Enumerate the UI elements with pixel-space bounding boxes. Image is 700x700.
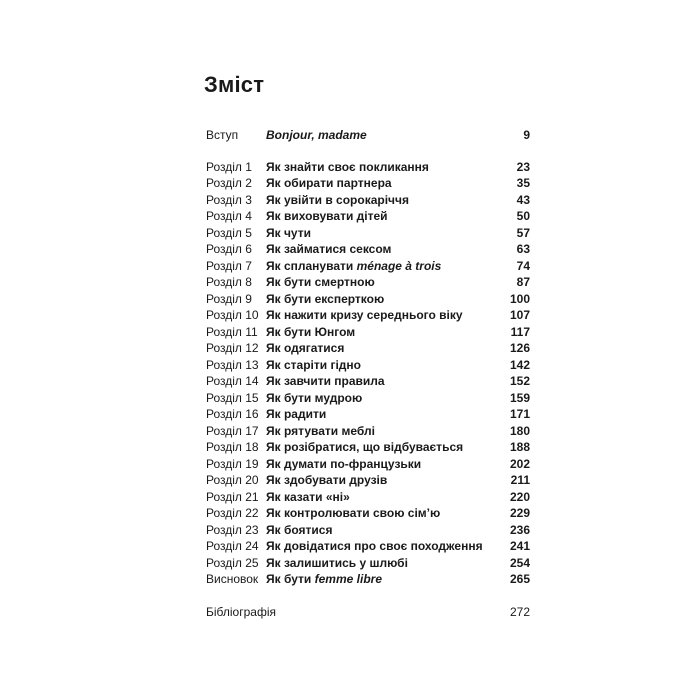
toc-entry-title xyxy=(266,538,483,555)
toc-title-part: Як бути xyxy=(266,572,315,586)
toc-chapter-row[interactable] xyxy=(204,571,530,588)
table-of-contents xyxy=(204,127,530,620)
toc-entry-page: 23 xyxy=(516,159,530,174)
toc-entry-title xyxy=(266,307,463,324)
toc-entry-title xyxy=(266,373,385,390)
toc-chapter-row[interactable] xyxy=(204,175,530,192)
toc-entry-page: 159 xyxy=(509,390,530,405)
toc-entry-label: Розділ 13 xyxy=(206,357,259,372)
toc-entry-label: Розділ 20 xyxy=(206,473,259,487)
toc-entry-title xyxy=(266,472,387,489)
toc-entry-label: Розділ 6 xyxy=(206,242,252,256)
toc-entry-page: 272 xyxy=(509,604,530,619)
toc-entry-label: Розділ 9 xyxy=(206,291,252,306)
toc-title-part: Як увійти в сорокаріччя xyxy=(266,192,409,207)
toc-entry-page: 211 xyxy=(510,473,530,487)
toc-entry-page: 188 xyxy=(509,440,530,454)
toc-entry-label: Розділ 24 xyxy=(206,539,259,553)
toc-entry-page: 236 xyxy=(509,522,530,537)
toc-entry-title xyxy=(266,175,392,192)
toc-entry-title xyxy=(266,555,408,572)
toc-entry-label: Розділ 15 xyxy=(206,390,259,405)
toc-chapter-row[interactable] xyxy=(204,390,530,407)
toc-title-part: Як бути мудрою xyxy=(266,390,363,405)
toc-entry-page: 87 xyxy=(516,275,530,289)
toc-entry-title xyxy=(266,192,409,209)
toc-chapter-row[interactable] xyxy=(204,522,530,539)
toc-title-part: Як рятувати меблі xyxy=(266,423,375,438)
toc-entry-label: Розділ 22 xyxy=(206,506,259,520)
toc-intro-row[interactable] xyxy=(204,127,530,144)
toc-entry-title xyxy=(266,324,355,341)
toc-chapter-row[interactable] xyxy=(204,406,530,423)
toc-entry-title xyxy=(266,357,361,374)
toc-entry-label: Розділ 12 xyxy=(206,341,259,355)
toc-title-part: ménage à trois xyxy=(356,258,442,273)
toc-entry-page: 220 xyxy=(509,489,530,504)
toc-chapter-row[interactable] xyxy=(204,555,530,572)
toc-entry-title xyxy=(266,456,421,473)
toc-chapter-row[interactable] xyxy=(204,324,530,341)
toc-title-part: Як чути xyxy=(266,225,312,240)
toc-title-part: Як здобувати друзів xyxy=(266,473,388,487)
toc-entry-label: Розділ 1 xyxy=(206,159,252,174)
toc-chapter-row[interactable] xyxy=(204,538,530,555)
toc-chapter-row[interactable] xyxy=(204,439,530,456)
toc-entry-label: Розділ 7 xyxy=(206,258,252,273)
toc-chapter-row[interactable] xyxy=(204,241,530,258)
toc-chapter-row[interactable] xyxy=(204,357,530,374)
toc-entry-title xyxy=(266,439,463,456)
toc-title-part: Як завчити правила xyxy=(266,374,385,388)
toc-title-part: Як знайти своє покликання xyxy=(266,159,429,174)
toc-title-part: Як розібратися, що відбувається xyxy=(266,440,464,454)
toc-entry-title xyxy=(266,406,326,423)
toc-title-part: Як обирати партнера xyxy=(266,176,392,190)
toc-chapter-row[interactable] xyxy=(204,505,530,522)
toc-entry-label: Розділ 10 xyxy=(206,308,259,322)
toc-entry-label: Висновок xyxy=(206,572,259,586)
toc-entry-page: 126 xyxy=(509,341,530,355)
toc-entry-label: Розділ 8 xyxy=(206,275,252,289)
toc-entry-title xyxy=(266,225,311,242)
toc-entry-title xyxy=(266,241,391,258)
toc-entry-page: 265 xyxy=(509,572,530,586)
toc-entry-title xyxy=(266,208,388,225)
toc-entry-label: Розділ 23 xyxy=(206,522,259,537)
toc-title-part: femme libre xyxy=(314,572,382,586)
toc-title-part: Як старіти гідно xyxy=(266,357,361,372)
toc-entry-page: 117 xyxy=(510,324,530,339)
toc-title-part: Як казати «ні» xyxy=(266,489,350,504)
toc-chapter-row[interactable] xyxy=(204,225,530,242)
toc-entry-page: 74 xyxy=(516,258,530,273)
toc-chapter-row[interactable] xyxy=(204,291,530,308)
toc-entry-label: Вступ xyxy=(206,128,239,142)
toc-entry-label: Розділ 2 xyxy=(206,176,252,190)
toc-entry-title xyxy=(266,423,375,440)
toc-entry-label: Розділ 18 xyxy=(206,440,259,454)
toc-chapter-row[interactable] xyxy=(204,423,530,440)
toc-title-part: Як нажити кризу середнього віку xyxy=(266,308,463,322)
toc-chapter-row[interactable] xyxy=(204,340,530,357)
toc-title-part: Як радити xyxy=(266,407,327,421)
toc-bibliography-row[interactable] xyxy=(204,604,530,621)
toc-chapter-row[interactable] xyxy=(204,472,530,489)
toc-entry-title xyxy=(266,291,384,308)
toc-entry-title xyxy=(266,340,344,357)
toc-title-part: Як спланувати xyxy=(266,258,357,273)
toc-chapter-row[interactable] xyxy=(204,208,530,225)
toc-title-part: Як одягатися xyxy=(266,341,345,355)
toc-entry-label: Розділ 16 xyxy=(206,407,259,421)
toc-chapter-row[interactable] xyxy=(204,456,530,473)
toc-chapter-row[interactable] xyxy=(204,274,530,291)
toc-chapter-row[interactable] xyxy=(204,159,530,176)
toc-chapter-row[interactable] xyxy=(204,258,530,275)
toc-entry-title xyxy=(266,522,332,539)
toc-entry-title xyxy=(266,127,367,144)
toc-chapter-row[interactable] xyxy=(204,192,530,209)
toc-entry-label: Розділ 11 xyxy=(206,324,258,339)
toc-title-part: Як бути Юнгом xyxy=(266,324,356,339)
toc-entry-page: 229 xyxy=(509,506,530,520)
toc-entry-label: Розділ 19 xyxy=(206,456,259,471)
toc-chapter-row[interactable] xyxy=(204,373,530,390)
toc-title-part: Як виховувати дітей xyxy=(266,209,388,223)
toc-entry-page: 63 xyxy=(516,242,530,256)
page-title: Зміст xyxy=(204,72,265,97)
toc-entry-page: 57 xyxy=(516,225,530,240)
toc-entry-label: Розділ 21 xyxy=(206,489,259,504)
toc-entry-page: 241 xyxy=(509,539,530,553)
toc-entry-page: 142 xyxy=(509,357,530,372)
toc-entry-label: Розділ 17 xyxy=(206,423,259,438)
toc-entry-label: Розділ 4 xyxy=(206,209,252,223)
toc-entry-page: 9 xyxy=(523,128,530,142)
toc-title-part: Як боятися xyxy=(266,522,333,537)
toc-entry-label: Розділ 25 xyxy=(206,555,259,570)
toc-title-part: Як контролювати свою сім’ю xyxy=(266,506,441,520)
toc-entry-label: Розділ 14 xyxy=(206,374,259,388)
toc-entry-page: 152 xyxy=(509,374,530,388)
toc-entry-label: Розділ 3 xyxy=(206,192,252,207)
toc-entry-page: 254 xyxy=(509,555,530,570)
toc-entry-title xyxy=(266,390,362,407)
toc-title-part: Як бути смертною xyxy=(266,275,375,289)
toc-title-part: Як займатися сексом xyxy=(266,242,392,256)
toc-title-part: Як бути експерткою xyxy=(266,291,385,306)
toc-entry-title xyxy=(266,571,382,588)
chapter-list xyxy=(204,159,530,588)
toc-entry-title xyxy=(266,274,375,291)
toc-entry-page: 50 xyxy=(516,209,530,223)
toc-entry-page: 202 xyxy=(509,456,530,471)
toc-entry-label: Розділ 5 xyxy=(206,225,252,240)
toc-entry-page: 100 xyxy=(509,291,530,306)
toc-title-part: Як довідатися про своє походження xyxy=(266,539,483,553)
toc-entry-title xyxy=(266,489,350,506)
toc-entry-page: 43 xyxy=(516,192,530,207)
toc-entry-label: Бібліографія xyxy=(206,604,276,619)
toc-entry-title xyxy=(266,258,441,275)
toc-title-part: Bonjour, madame xyxy=(266,128,367,142)
toc-title-part: Як залишитись у шлюбі xyxy=(266,555,408,570)
toc-entry-page: 171 xyxy=(509,407,530,421)
toc-entry-page: 35 xyxy=(516,176,530,190)
toc-title-part: Як думати по-французьки xyxy=(266,456,422,471)
toc-chapter-row[interactable] xyxy=(204,307,530,324)
toc-entry-page: 107 xyxy=(509,308,530,322)
toc-entry-title xyxy=(266,505,440,522)
toc-entry-title xyxy=(266,159,429,176)
toc-entry-page: 180 xyxy=(509,423,530,438)
toc-chapter-row[interactable] xyxy=(204,489,530,506)
